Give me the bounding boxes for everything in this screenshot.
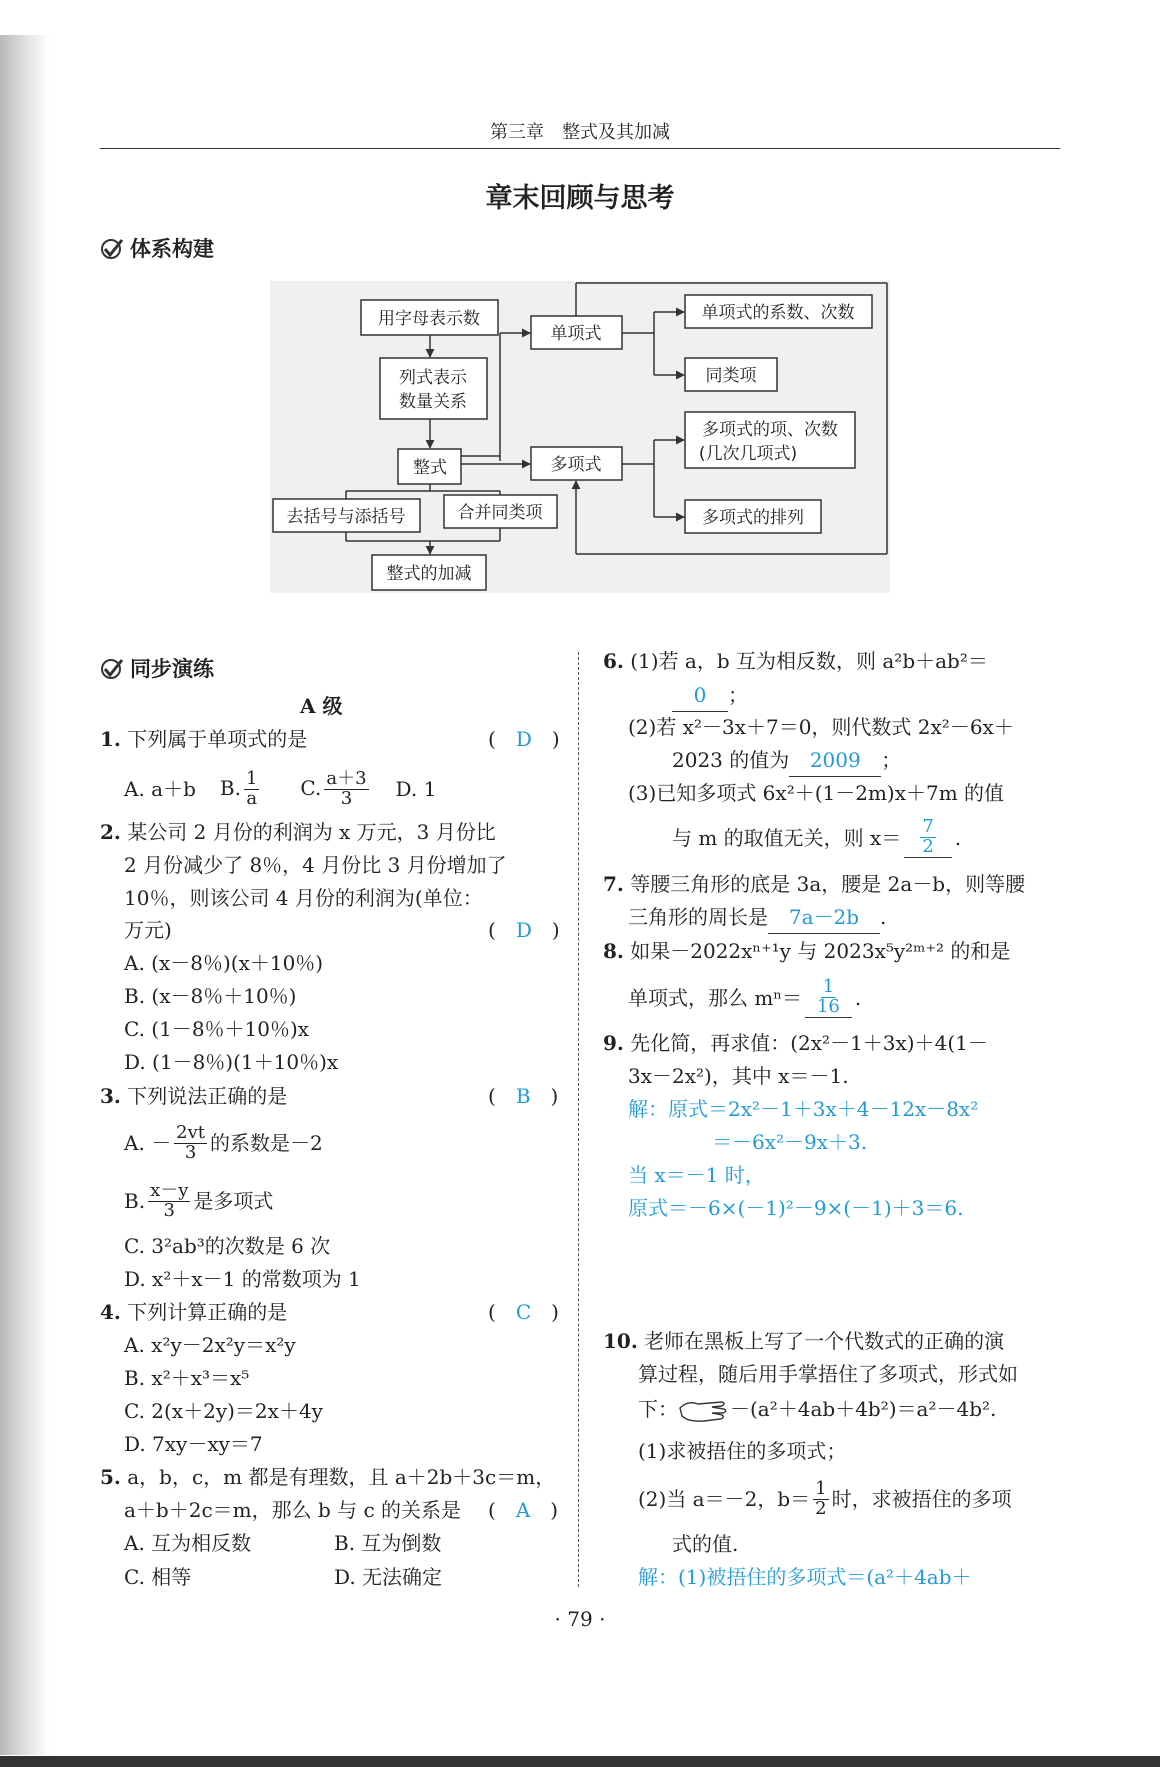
q8-answer-num: 1 bbox=[822, 976, 835, 997]
chapter-header: 第三章 整式及其加减 bbox=[490, 122, 670, 143]
q8-line2: 单项式，那么 mⁿ＝ $\frac{1}{16}$ . bbox=[628, 976, 862, 1017]
concept-diagram bbox=[270, 281, 890, 593]
question-8: 8. 如果－2022xⁿ⁺¹y 与 2023x⁵y²ᵐ⁺² 的和是 bbox=[603, 939, 1011, 963]
q3-option-d: D. x²＋x－1 的常数项为 1 bbox=[124, 1267, 361, 1291]
q6-part3-line2: 与 m 的取值无关，则 x＝ $\frac{7}{2}$ . bbox=[672, 816, 962, 857]
q2-line1: 某公司 2 月份的利润为 x 万元，3 月份比 bbox=[127, 820, 496, 844]
q6-answer-3-den: 2 bbox=[922, 835, 934, 857]
q10-frac-num: 1 bbox=[815, 1478, 827, 1499]
q2-option-d: D. (1－8％)(1＋10％)x bbox=[124, 1050, 339, 1074]
question-7: 7. 等腰三角形的底是 3a，腰是 2a－b，则等腰 bbox=[603, 872, 1026, 896]
q3-answer-slot: ( B ) bbox=[488, 1084, 559, 1108]
page-title: 章末回顾与思考 bbox=[485, 183, 675, 214]
node-expr-line2: 数量关系 bbox=[399, 392, 467, 412]
q5-option-d: D. 无法确定 bbox=[334, 1565, 443, 1589]
q10-line2: 算过程，随后用手掌捂住了多项式，形式如 bbox=[638, 1362, 1018, 1386]
question-5: 5. a，b，c，m 都是有理数，且 a＋2b＋3c＝m， bbox=[100, 1465, 556, 1489]
q1-answer-slot: ( D ) bbox=[488, 727, 560, 751]
q3-b-post: 是多项式 bbox=[193, 1189, 274, 1214]
q7-answer: 7a－2b bbox=[768, 901, 880, 934]
bottom-edge bbox=[0, 1756, 1160, 1767]
q10-part2-text2: 时，求被捂住的多项 bbox=[831, 1487, 1012, 1512]
q5-line1: a，b，c，m 都是有理数，且 a＋2b＋3c＝m， bbox=[127, 1465, 556, 1489]
q1-b-num: 1 bbox=[245, 768, 258, 789]
q1-b-den: a bbox=[246, 787, 258, 809]
section-practice bbox=[100, 653, 214, 683]
header-rule bbox=[100, 148, 1060, 149]
q2-option-a: A. (x－8％)(x＋10％) bbox=[124, 951, 324, 975]
node-poly-order: 多项式的排列 bbox=[702, 508, 804, 528]
q2-line3: 10％，则该公司 4 月份的利润为(单位： bbox=[124, 886, 483, 910]
node-letters: 用字母表示数 bbox=[378, 309, 480, 329]
q6-part3-line1: (3)已知多项式 6x²＋(1－2m)x＋7m 的值 bbox=[628, 781, 1005, 805]
q6-part3-text: 与 m 的取值无关，则 x＝ bbox=[672, 825, 902, 850]
node-poly-terms-line2: (几次几项式) bbox=[698, 444, 798, 464]
q1-option-c bbox=[300, 770, 371, 809]
q9-solution-1: 解：原式＝2x²－1＋3x＋4－12x－8x² bbox=[628, 1097, 979, 1121]
q7-text: 三角形的周长是 bbox=[628, 905, 768, 929]
q4-option-d: D. 7xy－xy＝7 bbox=[124, 1432, 263, 1456]
node-brackets: 去括号与添括号 bbox=[286, 507, 406, 527]
q9-solution-2: ＝－6x²－9x＋3. bbox=[712, 1130, 868, 1154]
node-combine: 合并同类项 bbox=[457, 503, 543, 523]
question-2: 2. 某公司 2 月份的利润为 x 万元，3 月份比 bbox=[100, 820, 496, 844]
q5-line2: a＋b＋2c＝m，那么 b 与 c 的关系是 bbox=[124, 1498, 462, 1522]
q4-answer: C bbox=[515, 1300, 532, 1324]
section-practice-title: 同步演练 bbox=[130, 657, 214, 681]
q5-answer: A bbox=[515, 1498, 531, 1522]
node-monomial: 单项式 bbox=[550, 324, 602, 344]
diagram-canvas bbox=[270, 281, 890, 593]
q10-frac-den: 2 bbox=[815, 1497, 827, 1519]
page-number: · 79 · bbox=[554, 1607, 606, 1631]
q6-answer-1: 0 bbox=[672, 679, 728, 712]
question-1: 1. 下列属于单项式的是 bbox=[100, 727, 308, 751]
q8-answer-den: 16 bbox=[816, 995, 840, 1017]
question-9: 9. 先化简，再求值：(2x²－1＋3x)＋4(1－ bbox=[603, 1031, 988, 1055]
node-mono-coef: 单项式的系数、次数 bbox=[701, 303, 855, 323]
q9-line2: 3x－2x²)，其中 x＝－1. bbox=[628, 1064, 849, 1088]
q10-line3 bbox=[638, 1393, 996, 1425]
q10-solution-1: 解：(1)被捂住的多项式＝(a²＋4ab＋ bbox=[638, 1565, 972, 1589]
q4-option-a: A. x²y－2x²y＝x²y bbox=[124, 1333, 296, 1357]
q2-option-b: B. (x－8％＋10％) bbox=[124, 984, 297, 1008]
node-polynomial: 多项式 bbox=[550, 455, 602, 475]
question-3: 3. 下列说法正确的是 bbox=[100, 1084, 288, 1108]
q1-c-den: 3 bbox=[340, 787, 353, 809]
q4-stem: 下列计算正确的是 bbox=[127, 1300, 288, 1324]
q3-a-pre: A. － bbox=[124, 1131, 172, 1156]
q1-option-a: A. a＋b bbox=[124, 777, 196, 802]
q4-option-c: C. 2(x＋2y)＝2x＋4y bbox=[124, 1399, 323, 1423]
q4-answer-slot: ( C ) bbox=[488, 1300, 559, 1324]
section-system-title: 体系构建 bbox=[130, 237, 214, 261]
q5-option-a: A. 互为相反数 bbox=[124, 1531, 252, 1555]
q8-line1: 如果－2022xⁿ⁺¹y 与 2023x⁵y²ᵐ⁺² 的和是 bbox=[630, 939, 1011, 963]
checkmark-icon bbox=[100, 656, 124, 680]
q10-part2-line1 bbox=[638, 1480, 1012, 1519]
q1-answer: D bbox=[515, 727, 532, 751]
q1-c-num: a＋3 bbox=[326, 768, 367, 789]
q10-line3-formula: －(a²＋4ab＋4b²)＝a²－4b². bbox=[730, 1397, 997, 1421]
hand-icon bbox=[678, 1394, 730, 1424]
q5-option-b: B. 互为倒数 bbox=[334, 1531, 442, 1555]
q10-part2-line2: 式的值. bbox=[672, 1532, 739, 1556]
q6-part1: (1)若 a，b 互为相反数，则 a²b＋ab²＝ bbox=[630, 649, 988, 673]
q1-option-d: D. 1 bbox=[395, 777, 437, 802]
q9-line1: 先化简，再求值：(2x²－1＋3x)＋4(1－ bbox=[630, 1031, 988, 1055]
question-10: 10. 老师在黑板上写了一个代数式的正确的演 bbox=[603, 1329, 1005, 1353]
q10-line3-prefix: 下： bbox=[638, 1397, 678, 1421]
q7-line2: 三角形的周长是 7a－2b . bbox=[628, 901, 886, 934]
q3-b-den: 3 bbox=[163, 1199, 175, 1221]
node-poly-terms-line1: 多项式的项、次数 bbox=[702, 420, 838, 440]
q5-option-c: C. 相等 bbox=[124, 1565, 192, 1589]
q3-option-b bbox=[124, 1182, 273, 1221]
q3-option-a bbox=[124, 1124, 323, 1163]
q6-answer-3-num: 7 bbox=[922, 816, 934, 837]
q2-line4: 万元) bbox=[124, 918, 172, 942]
q3-a-post: 的系数是－2 bbox=[210, 1131, 323, 1156]
column-divider bbox=[578, 652, 579, 1587]
question-4: 4. 下列计算正确的是 bbox=[100, 1300, 288, 1324]
q1-option-b bbox=[220, 770, 263, 809]
q2-option-c: C. (1－8％＋10％)x bbox=[124, 1017, 310, 1041]
q6-part2-line1: (2)若 x²－3x＋7＝0，则代数式 2x²－6x＋ bbox=[628, 715, 1014, 739]
q4-option-b: B. x²＋x³＝x⁵ bbox=[124, 1366, 250, 1390]
q10-part2-text: (2)当 a＝－2，b＝ bbox=[638, 1487, 811, 1512]
q7-line1: 等腰三角形的底是 3a，腰是 2a－b，则等腰 bbox=[630, 872, 1026, 896]
q9-solution-4: 原式＝－6×(－1)²－9×(－1)＋3＝6. bbox=[628, 1196, 964, 1220]
q2-answer: D bbox=[515, 918, 532, 942]
binding-shadow bbox=[0, 35, 50, 1755]
q6-answer-2: 2009 bbox=[789, 744, 881, 777]
q10-line1: 老师在黑板上写了一个代数式的正确的演 bbox=[644, 1329, 1005, 1353]
q1-option-c-label: C. bbox=[300, 775, 322, 800]
q1-options bbox=[124, 770, 436, 809]
node-zhengshi: 整式 bbox=[413, 458, 447, 478]
q6-part2-line2: 2023 的值为 2009 ； bbox=[672, 744, 901, 777]
q1-option-b-label: B. bbox=[219, 775, 241, 800]
q6-part2-text: 2023 的值为 bbox=[672, 748, 790, 772]
q5-answer-slot: ( A ) bbox=[488, 1498, 559, 1522]
node-like-terms: 同类项 bbox=[705, 366, 757, 386]
checkmark-icon bbox=[100, 236, 124, 260]
section-system bbox=[100, 233, 214, 263]
q3-a-num: 2vt bbox=[176, 1122, 206, 1143]
q6-part1-answer-line: 0 ； bbox=[672, 679, 748, 712]
q3-option-c: C. 3²ab³的次数是 6 次 bbox=[124, 1234, 331, 1258]
q9-solution-3: 当 x＝－1 时， bbox=[628, 1163, 765, 1187]
q3-stem: 下列说法正确的是 bbox=[127, 1084, 288, 1108]
node-expr-line1: 列式表示 bbox=[399, 368, 467, 388]
q3-answer: B bbox=[515, 1084, 531, 1108]
q1-stem: 下列属于单项式的是 bbox=[127, 727, 308, 751]
q3-b-pre: B. bbox=[124, 1189, 146, 1214]
q3-a-den: 3 bbox=[184, 1141, 197, 1163]
level-a-heading: A 级 bbox=[300, 694, 343, 718]
q2-answer-slot: ( D ) bbox=[488, 918, 560, 942]
q10-part1: (1)求被捂住的多项式； bbox=[638, 1439, 847, 1463]
question-6: 6. (1)若 a，b 互为相反数，则 a²b＋ab²＝ bbox=[603, 649, 988, 673]
q2-line2: 2 月份减少了 8％，4 月份比 3 月份增加了 bbox=[124, 853, 507, 877]
q8-text: 单项式，那么 mⁿ＝ bbox=[628, 985, 802, 1010]
q3-b-num: x－y bbox=[150, 1180, 189, 1201]
node-addsub: 整式的加减 bbox=[386, 564, 472, 584]
